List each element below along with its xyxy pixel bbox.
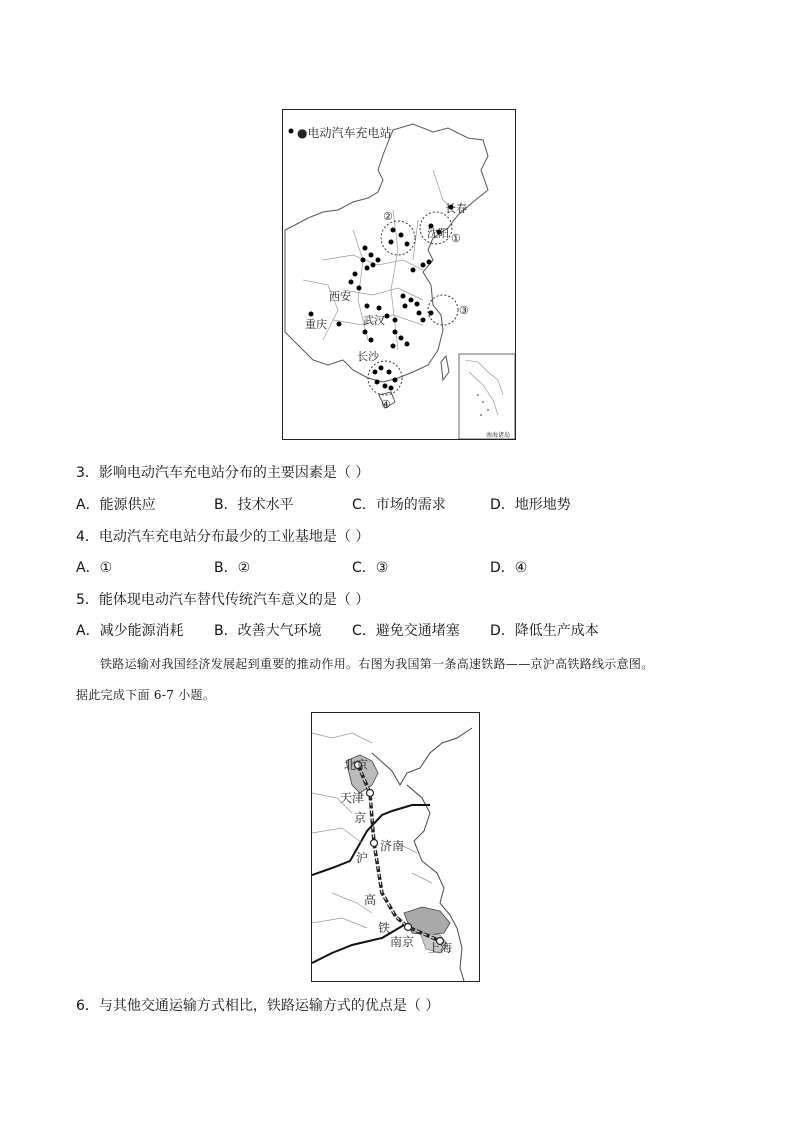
q3-option-a[interactable]: A．能源供应: [76, 497, 156, 513]
question-4-stem: 4．电动汽车充电站分布最少的工业基地是（ ）: [76, 529, 370, 545]
map-legend: ●电动汽车充电站: [297, 126, 392, 140]
city-label-chongqing: 重庆: [305, 318, 327, 331]
q4-option-d[interactable]: D．④: [490, 560, 528, 576]
city-label-beijing: 北京: [344, 758, 369, 772]
question-5-stem: 5．能体现电动汽车替代传统汽车意义的是（ ）: [76, 592, 370, 608]
rail-label-char-2: 沪: [356, 851, 369, 865]
ev-charging-station-map: [282, 109, 516, 440]
city-label-changchun: 长春: [445, 202, 467, 215]
q5-option-b[interactable]: B．改善大气环境: [214, 623, 322, 639]
q4-option-b[interactable]: B．②: [214, 560, 251, 576]
city-label-tianjin: 天津: [340, 791, 365, 805]
city-label-wuhan: 武汉: [363, 314, 385, 327]
q5-option-c[interactable]: C．避免交通堵塞: [352, 623, 460, 639]
rail-label-char-4: 铁: [378, 921, 391, 935]
q5-option-a[interactable]: A．减少能源消耗: [76, 623, 184, 639]
passage-line-1: 铁路运输对我国经济发展起到重要的推动作用。右图为我国第一条高速铁路——京沪高铁路线示意图。: [100, 657, 654, 671]
zone-label-3: ③: [459, 304, 469, 317]
q4-option-c[interactable]: C．③: [352, 560, 389, 576]
city-label-jinan: 济南: [380, 839, 405, 853]
q3-option-b[interactable]: B．技术水平: [214, 497, 294, 513]
q3-option-c[interactable]: C．市场的需求: [352, 497, 446, 513]
city-label-xian: 西安: [329, 290, 351, 303]
rail-label-char-3: 高: [364, 893, 377, 907]
rail-label-char-1: 京: [354, 811, 367, 825]
question-3-stem: 3．影响电动汽车充电站分布的主要因素是（ ）: [76, 465, 370, 481]
city-label-changsha: 长沙: [357, 350, 379, 363]
zone-label-4: ④: [381, 398, 391, 411]
china-outline-map: [283, 110, 515, 439]
beijing-shanghai-railway-map: [311, 712, 480, 982]
city-label-shanghai: 上海: [428, 941, 453, 955]
zone-label-2: ②: [383, 210, 393, 223]
q3-option-d[interactable]: D．地形地势: [490, 497, 571, 513]
city-label-shenyang: 沈阳: [427, 227, 449, 240]
passage-line-2: 据此完成下面 6-7 小题。: [76, 688, 216, 702]
question-6-stem: 6．与其他交通运输方式相比，铁路运输方式的优点是（ ）: [76, 998, 440, 1014]
q5-option-d[interactable]: D．降低生产成本: [490, 623, 599, 639]
city-label-nanjing: 南京: [390, 935, 415, 949]
inset-label: 南海诸岛: [486, 432, 511, 439]
q4-option-a[interactable]: A．①: [76, 560, 113, 576]
zone-label-1: ①: [451, 232, 461, 245]
